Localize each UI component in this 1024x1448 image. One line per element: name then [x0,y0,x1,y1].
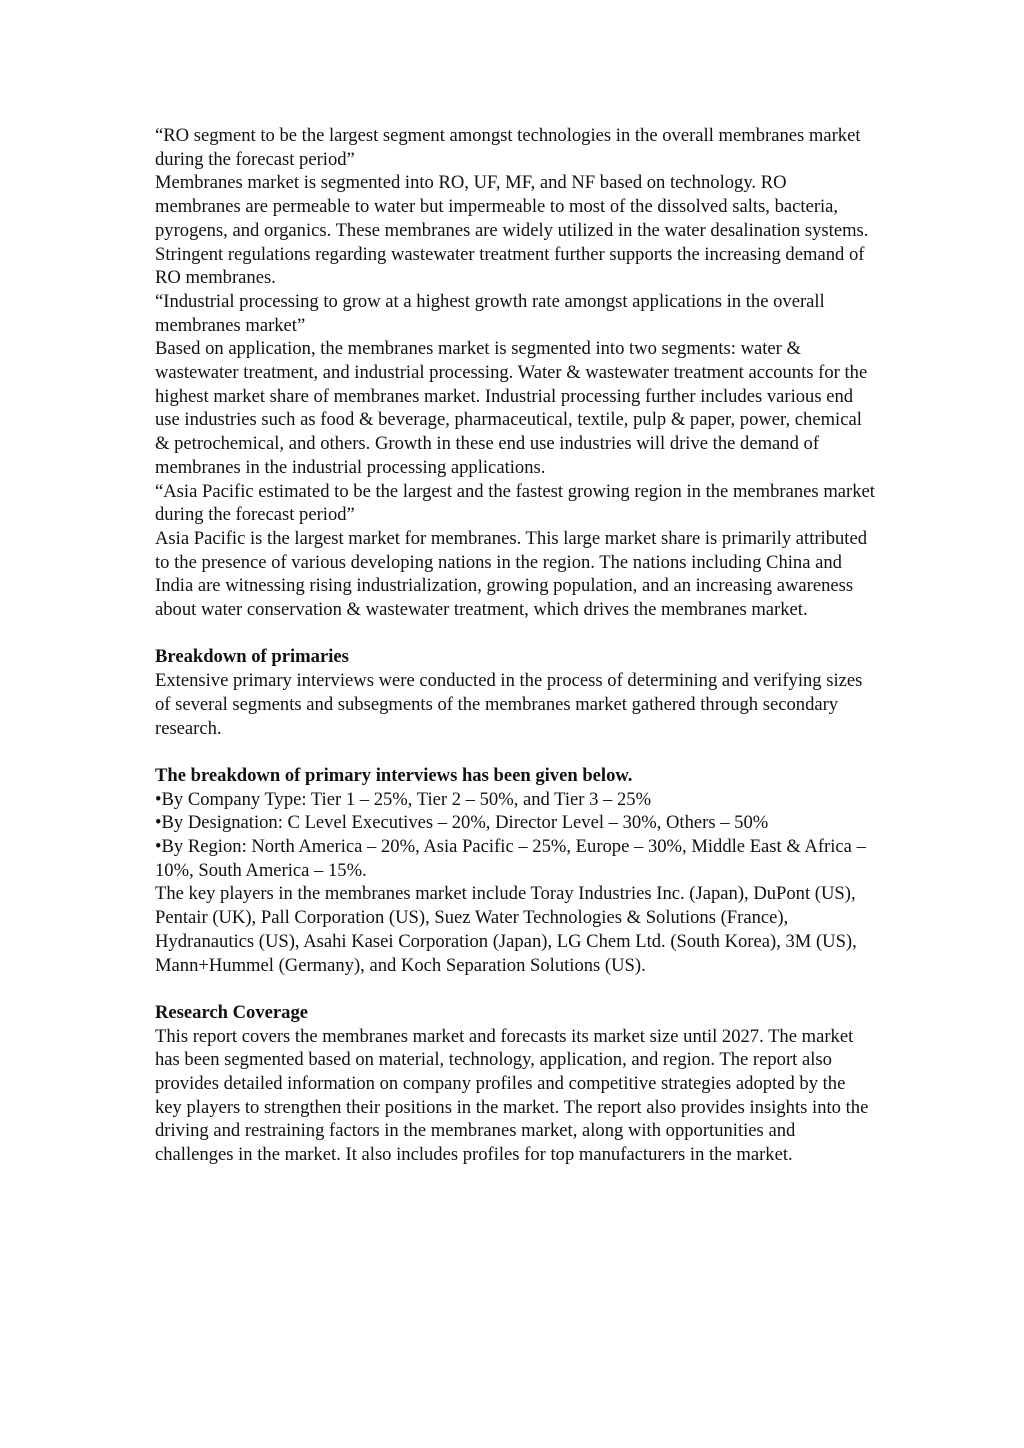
primary-interviews-heading: The breakdown of primary interviews has been given below. [155,764,633,786]
research-coverage-heading: Research Coverage [155,1001,308,1023]
breakdown-of-primaries-paragraph: Extensive primary interviews were conducted in the process of determining and verifying sizes of several segments and subsegments of the membranes market gathered through secondary research. [155,670,863,739]
ro-segment-heading: “RO segment to be the largest segment amongst technologies in the overall membranes market during the forecast period” [155,125,861,170]
industrial-processing-paragraph: Based on application, the membranes market is segmented into two segments: water & wastewater treatment, and industrial processing. Water & wastewater treatment accounts for the highest market share of membranes market. Industrial processing further includes various end use industries such as food & beverage, pharmaceutical, textile, pulp & paper, power, chemical & petrochemical, and others. Growth in these end use industries will drive the demand of membranes in the industrial processing applications. [155,338,868,478]
key-players-paragraph: The key players in the membranes market include Toray Industries Inc. (Japan), DuPont (US), Pentair (UK), Pall Corporation (US), Suez Water Technologies & Solutions (France), Hydranautics (US), Asahi Kasei Corporation (Japan), LG Chem Ltd. (South Korea), 3M (US), Mann+Hummel (Germany), and Koch Separation Solutions (US). [155,883,857,976]
spacer [155,622,875,646]
document-page [155,124,875,1167]
breakdown-of-primaries-heading: Breakdown of primaries [155,646,349,668]
asia-pacific-heading: “Asia Pacific estimated to be the largest and the fastest growing region in the membranes market during the forecast period” [155,480,875,526]
ro-segment-paragraph: Membranes market is segmented into RO, UF, MF, and NF based on technology. RO membranes are permeable to water but impermeable to most of the dissolved salts, bacteria, pyrogens, and organics. These membranes are widely utilized in the water desalination systems. Stringent regulations regarding wastewater treatment further supports the increasing demand of RO membranes. [155,172,869,289]
research-coverage-paragraph: This report covers the membranes market and forecasts its market size until 2027. The market has been segmented based on material, technology, application, and region. The report also provides detailed information on company profiles and competitive strategies adopted by the key players to strengthen their positions in the market. The report also provides insights into the driving and restraining factors in the membranes market, along with opportunities and challenges in the market. It also includes profiles for top manufacturers in the market. [155,1025,869,1166]
bullet-designation: •By Designation: C Level Executives – 20%, Director Level – 30%, Others – 50% [155,812,769,834]
spacer [155,977,875,1001]
spacer [155,740,875,764]
asia-pacific-paragraph: Asia Pacific is the largest market for membranes. This large market share is primarily attributed to the presence of various developing nations in the region. The nations including China and India are witnessing rising industrialization, growing population, and an increasing awareness about water conservation & wastewater treatment, which drives the membranes market. [155,527,868,621]
bullet-company-type: •By Company Type: Tier 1 – 25%, Tier 2 – 50%, and Tier 3 – 25% [155,788,652,810]
industrial-processing-heading: “Industrial processing to grow at a highest growth rate amongst applications in the overall membranes market” [155,290,825,336]
bullet-region: •By Region: North America – 20%, Asia Pacific – 25%, Europe – 30%, Middle East & Africa – 10%, South America – 15%. [155,836,866,881]
